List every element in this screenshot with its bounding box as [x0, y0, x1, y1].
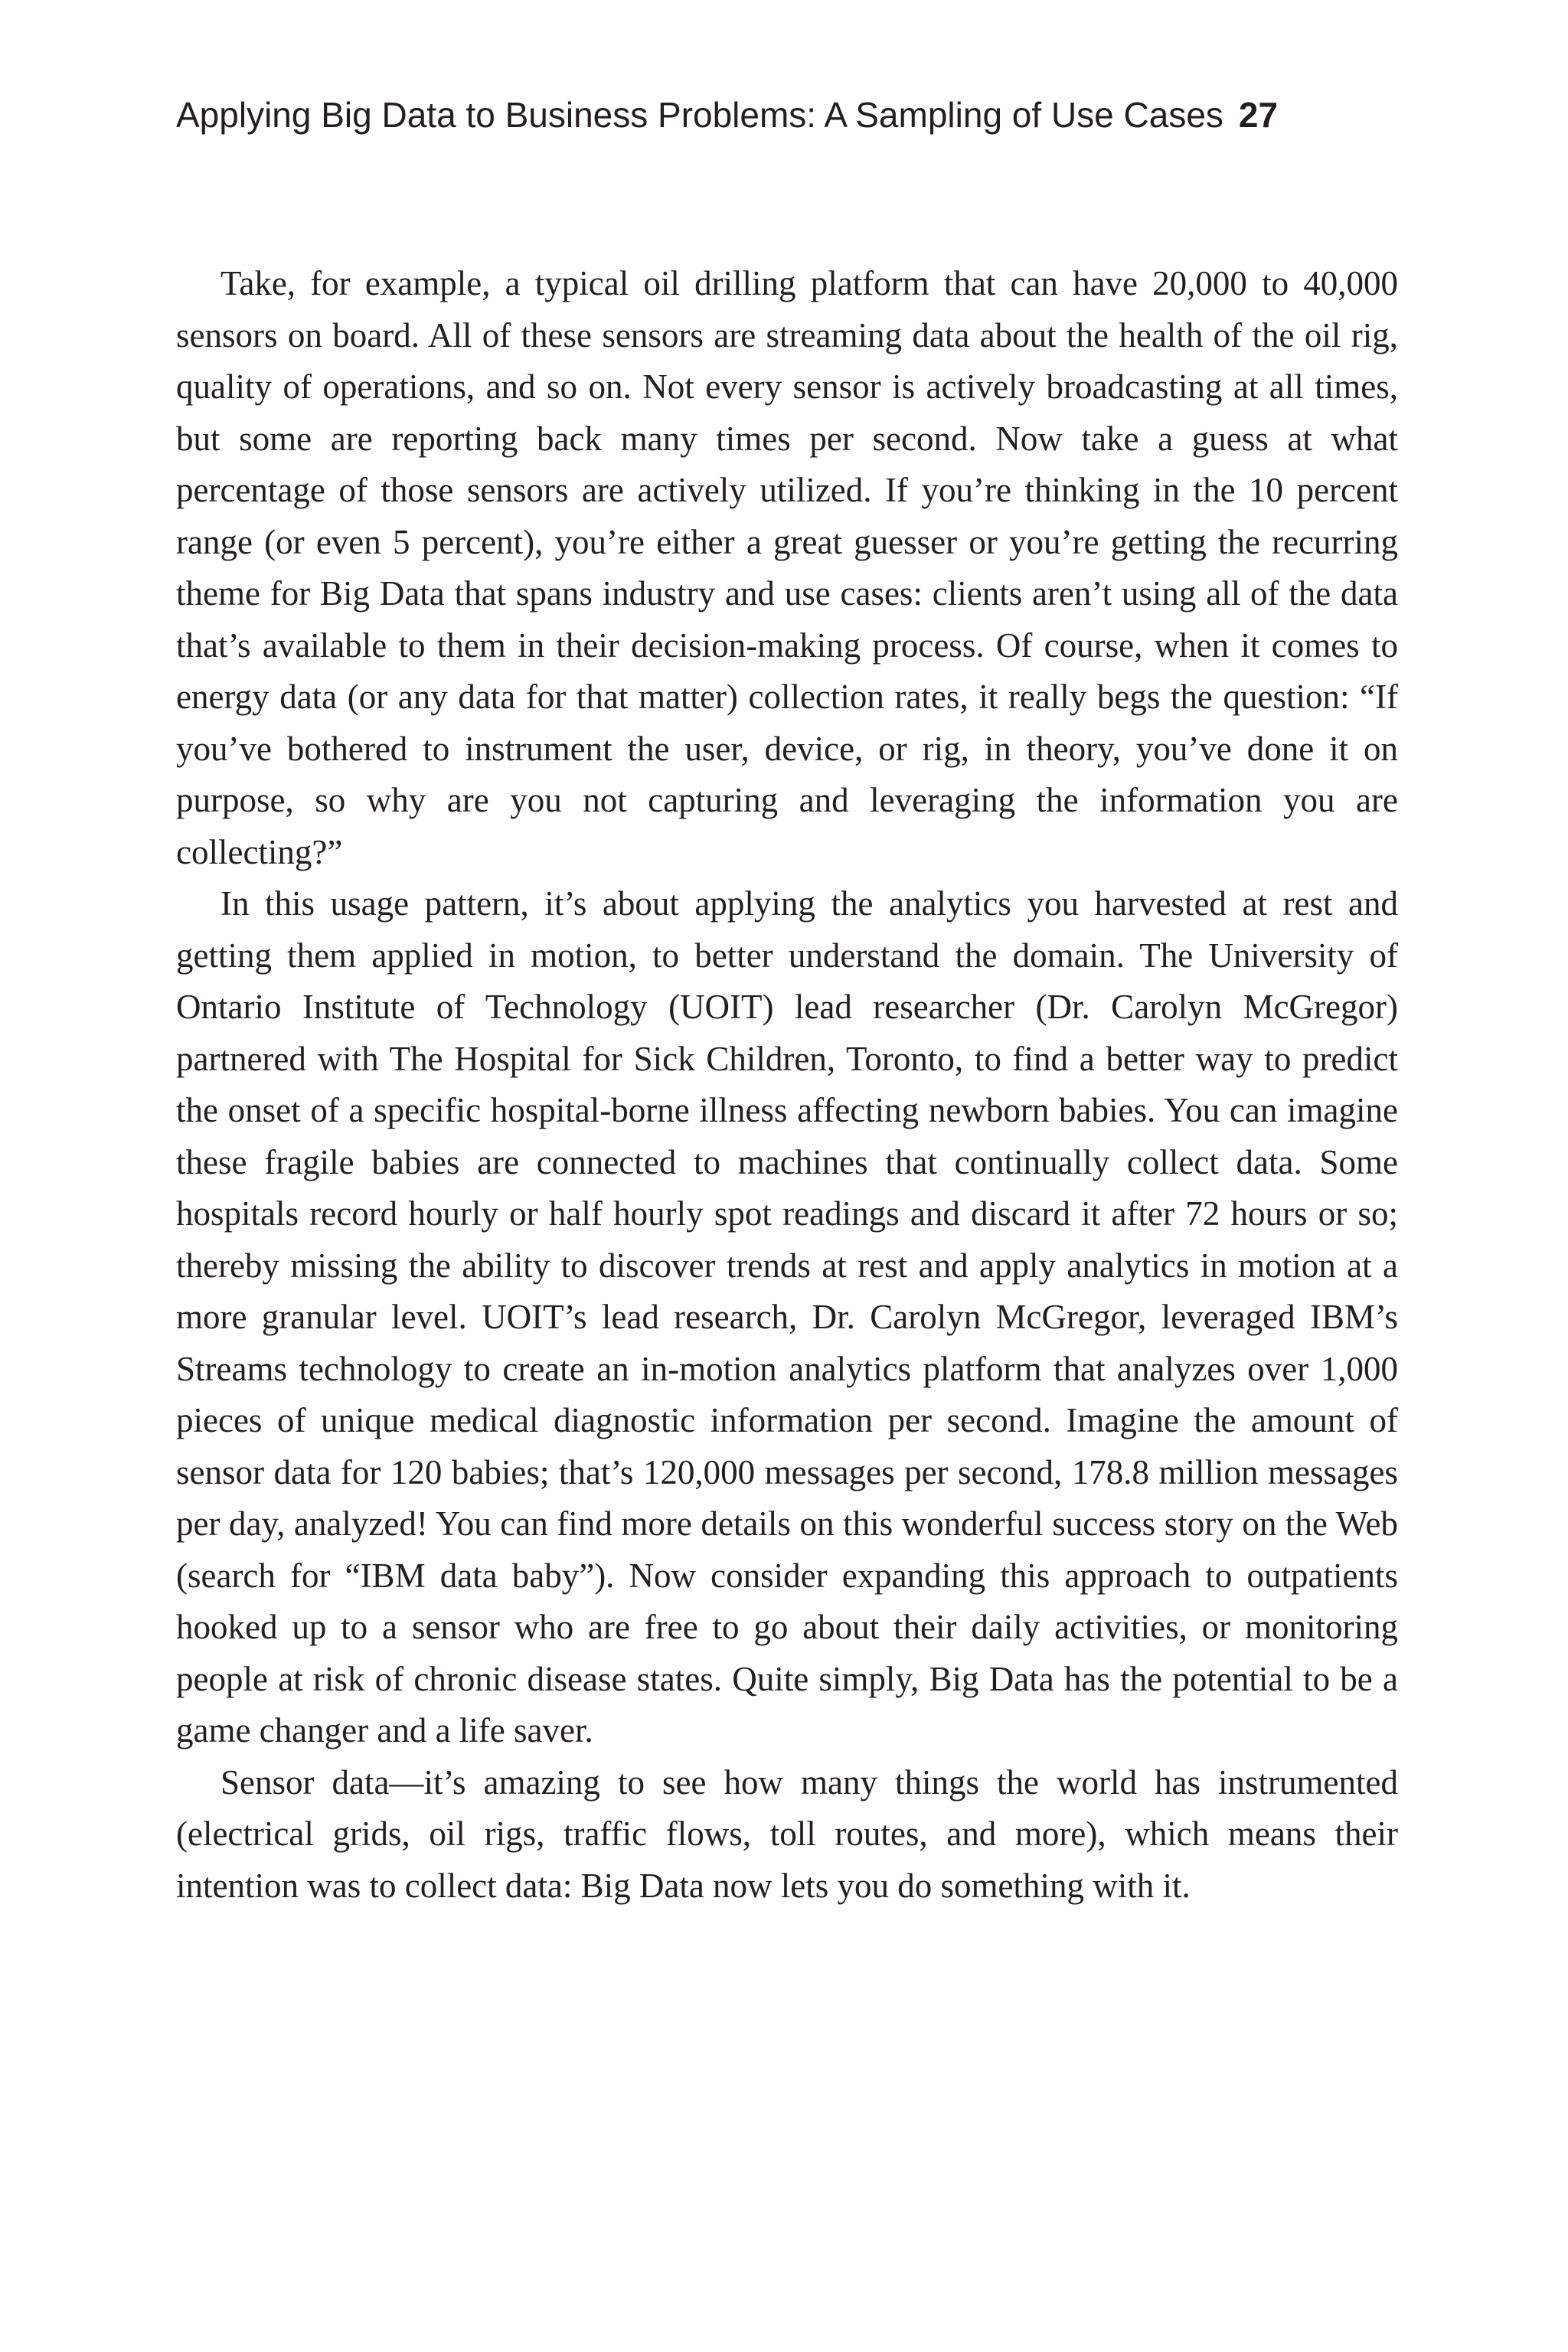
- running-head: [176, 92, 1401, 138]
- paragraph-sensor-data: Sensor data—it’s amazing to see how many things the world has instrumented (electrical grids, oil rigs, traffic flows, toll routes, and more), which means their intention was to collect data: Big Data now lets you do something with it.: [176, 1762, 1398, 1905]
- page-number: 27: [1238, 95, 1279, 135]
- paragraph-oil-rig-sensors: Take, for example, a typical oil drilling platform that can have 20,000 to 40,000 sensors on board. All of these sensors are streaming data about the health of the oil rig, quality of operations, and so on. Not every sensor is actively broadcasting at all times, but some are reporting back many times per second. Now take a guess at what percentage of those sensors are actively utilized. If you’re thinking in the 10 percent range (or even 5 percent), you’re either a great guesser or you’re getting the recurring theme for Big Data that spans industry and use cases: clients aren’t using all of the data that’s available to them in their decision-making process. Of course, when it comes to energy data (or any data for that matter) collection rates, it really begs the question: “If you’ve bothered to instrument the user, device, or rig, in theory, you’ve done it on purpose, so why are you not capturing and leveraging the information you are collecting?”: [176, 264, 1398, 871]
- body-text: [176, 258, 1398, 1912]
- running-head-title: Applying Big Data to Business Problems: A Sampling of Use Cases: [176, 95, 1223, 135]
- paragraph-uoit-case-study: In this usage pattern, it’s about applying the analytics you harvested at rest and getting them applied in motion, to better understand the domain. The University of Ontario Institute of Technology (UOIT) lead researcher (Dr. Carolyn McGregor) partnered with The Hospital for Sick Children, Toronto, to find a better way to predict the onset of a specific hospital-borne illness affecting newborn babies. You can imagine these fragile babies are connected to machines that continually collect data. Some hospitals record hourly or half hourly spot readings and discard it after 72 hours or so; thereby missing the ability to discover trends at rest and apply analytics in motion at a more granular level. UOIT’s lead research, Dr. Carolyn McGregor, leveraged IBM’s Streams technology to create an in-motion analytics platform that analyzes over 1,000 pieces of unique medical diagnostic information per second. Imagine the amount of sensor data for 120 babies; that’s 120,000 messages per second, 178.8 million messages per day, analyzed! You can find more details on this wonderful success story on the Web (search for “IBM data baby”). Now consider expanding this approach to outpatients hooked up to a sensor who are free to go about their daily activities, or monitoring people at risk of chronic disease states. Quite simply, Big Data has the potential to be a game changer and a life saver.: [176, 884, 1398, 1749]
